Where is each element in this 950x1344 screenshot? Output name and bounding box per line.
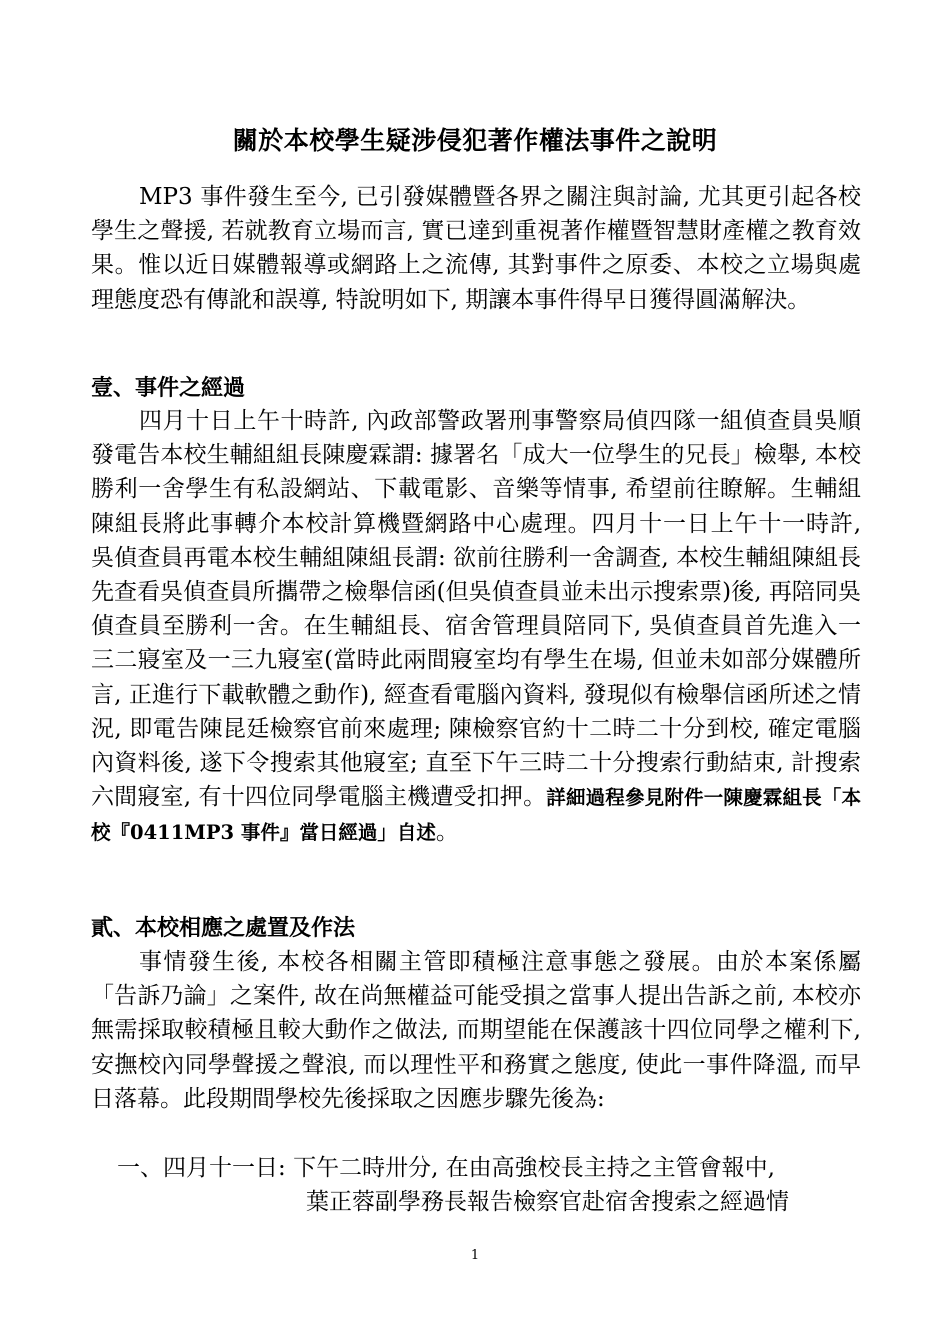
page-number: 1 — [470, 1248, 480, 1263]
list-item-1-line1: 下午二時卅分, 在由高強校長主持之主管會報中, — [293, 1155, 775, 1181]
section1-paragraph — [91, 404, 861, 851]
section1-text: 四月十日上午十時許, 內政部警政署刑事警察局偵四隊一組偵查員吳順發電告本校生輔組組長陳慶霖謂: 據署名「成大一位學生的兄長」檢舉, 本校勝利一舍學生有私設網站、下載電影、音樂等情事, 希望前往瞭解。生輔組陳組長將此事轉介本校計算機暨網路中心處理。四月十一日上午十一時許, 吳偵查員再電本校生輔組陳組長謂: 欲前往勝利一舍調查, 本校生輔組陳組長先查看吳偵查員所攜帶之檢舉信函(但吳偵查員並未出示搜索票)後, 再陪同吳偵查員至勝利一舍。在生輔組長、宿舍管理員陪同下, 吳偵查員首先進入一三二寢室及一三九寢室(當時此兩間寢室均有學生在場, 但並未如部分媒體所言, 正進行下載軟體之動作), 經查看電腦內資料, 發現似有檢舉信函所述之情況, 即電告陳昆廷檢察官前來處理; 陳檢察官約十二時二十分到校, 確定電腦內資料後, 遂下令搜索其他寢室; 直至下午三時二十分搜索行動結束, 計搜索六間寢室, 有十四位同學電腦主機遭受扣押。 — [91, 408, 861, 811]
section1-end-mark: 。 — [435, 819, 459, 846]
document-title: 關於本校學生疑涉侵犯著作權法事件之說明 — [232, 126, 718, 155]
list-item-1-label: 一、四月十一日: — [117, 1155, 286, 1181]
list-item-1 — [117, 1151, 867, 1185]
intro-paragraph: MP3 事件發生至今, 已引發媒體暨各界之關注與討論, 尤其更引起各校學生之聲援, 若就教育立場而言, 實已達到重視著作權暨智慧財產權之教育效果。惟以近日媒體報導或網路上之流傳, 其對事件之原委、本校之立場與處理態度恐有傳訛和誤導, 特說明如下, 期讓本事件得早日獲得圓滿解決。 — [91, 184, 861, 313]
section2-heading: 貳、本校相應之處置及作法 — [91, 915, 356, 941]
section1-heading: 壹、事件之經過 — [91, 375, 246, 401]
list-item-1-continuation: 葉正蓉副學務長報告檢察官赴宿舍搜索之經過情 — [306, 1189, 789, 1215]
section2-paragraph: 事情發生後, 本校各相關主管即積極注意事態之發展。由於本案係屬「告訴乃論」之案件, 故在尚無權益可能受損之當事人提出告訴之前, 本校亦無需採取較積極且較大動作之做法, 而期望能在保護該十四位同學之權利下, 安撫校內同學聲援之聲浪, 而以理性平和務實之態度, 使此一事件降溫, 而早日落幕。此段期間學校先後採取之因應步驟先後為: — [91, 949, 861, 1112]
section1-bold-note: 詳細過程參見附件一陳慶霖組長「本校『0411MP3 事件』當日經過」自述 — [91, 786, 861, 845]
